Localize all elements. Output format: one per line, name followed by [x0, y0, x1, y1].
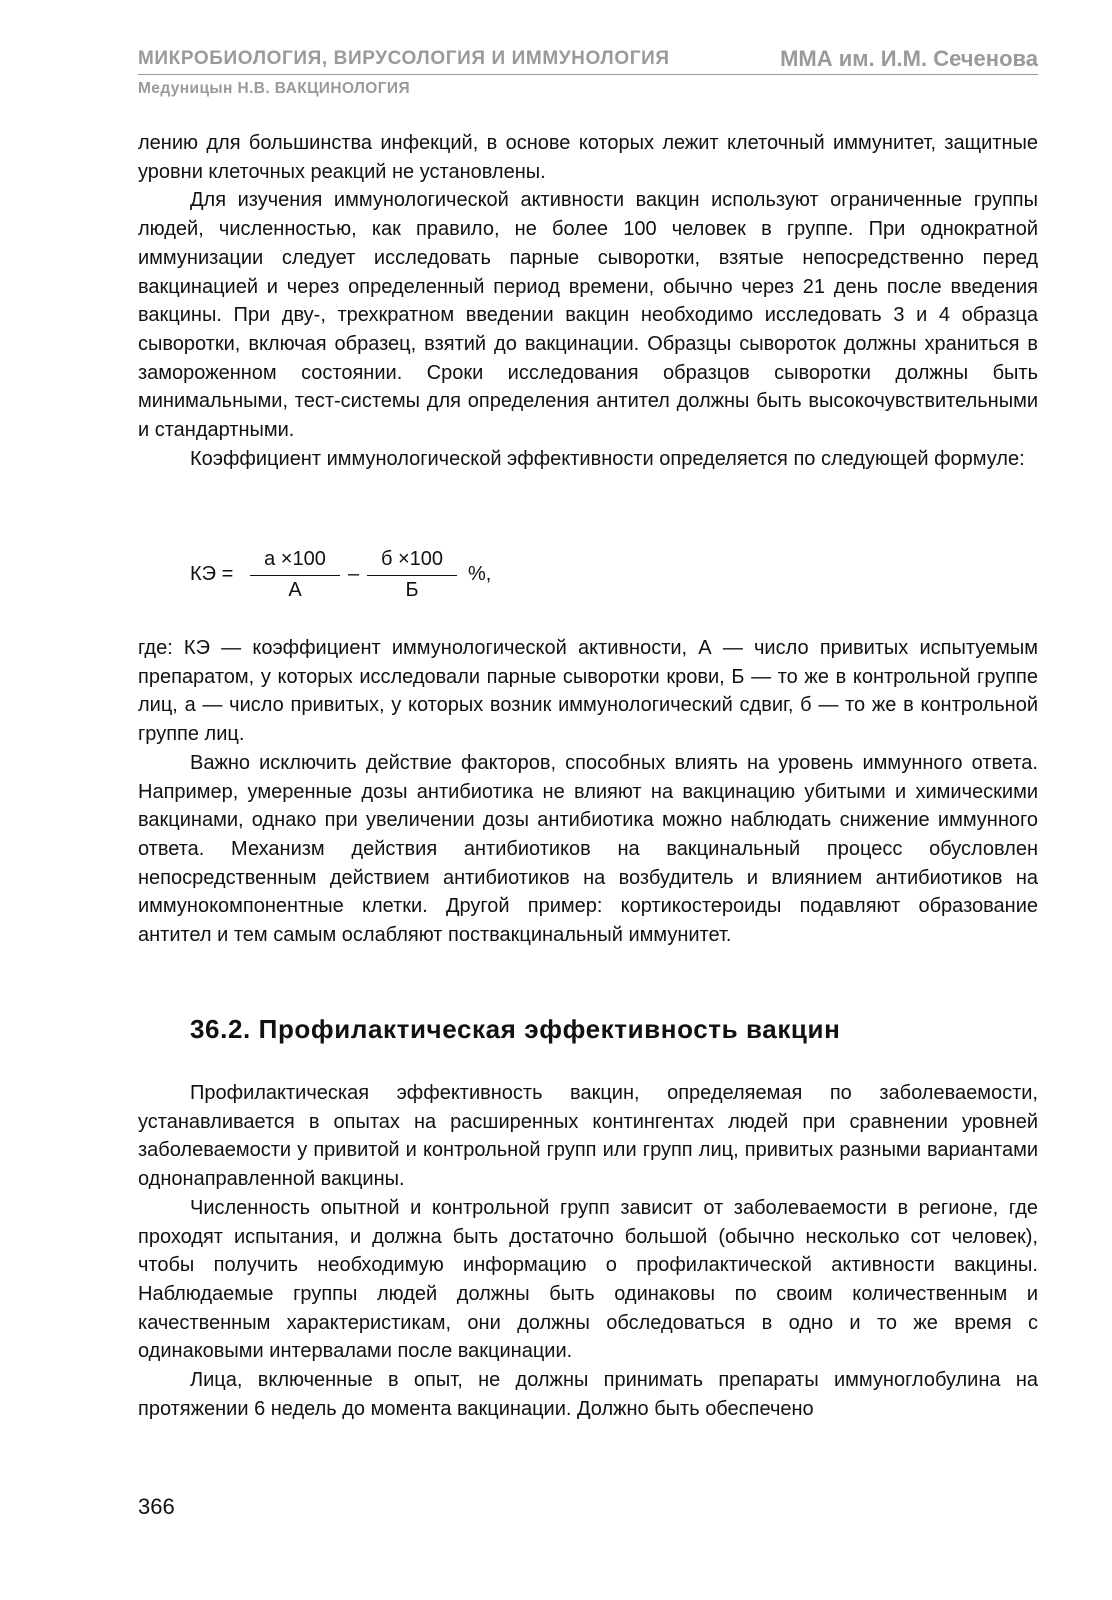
paragraph: Коэффициент иммунологической эффективности определяется по следующей формуле:: [190, 447, 1025, 470]
paragraph: Лица, включенные в опыт, не должны принимать препараты иммуноглобулина на протяжении 6 недель до момента вакцинации. Должно быть обеспечено: [138, 1369, 1038, 1420]
text-block-middle: [138, 634, 1038, 950]
paragraph: Важно исключить действие факторов, способных влиять на уровень иммунного ответа. Например, умеренные дозы антибиотика не влияют на вакцинацию убитыми и химическими вакцинами, однако при увеличении дозы антибиотика можно наблюдать снижение иммунного ответа. Механизм действия антибиотиков на вакцинальный процесс обусловлен непосредственным действием антибиотиков на возбудитель и влиянием антибиотиков на иммунокомпонентные клетки. Другой пример: кортикостероиды подавляют образование антител и тем самым ослабляют поствакцинальный иммунитет.: [138, 751, 1038, 947]
paragraph: Численность опытной и контрольной групп зависит от заболеваемости в регионе, где проходят испытания, и должна быть достаточно большой (обычно несколько сот человек), чтобы получить необходимую информацию о профилактической активности вакцины. Наблюдаемые группы людей должны быть одинаковы по своим количественным и качественным характеристикам, они должны обследоваться в одно и то же время с одинаковыми интервалами после вакцинации.: [138, 1196, 1038, 1363]
paragraph: Для изучения иммунологической активности вакцин используют ограниченные группы людей, численностью, как правило, не более 100 человек в группе. При однократной иммунизации следует исследовать парные сыворотки, взятые непосредственно перед вакцинацией и через определенный период времени, обычно через 21 день после введения вакцины. При дву-, трехкратном введении вакцин необходимо исследовать 3 и 4 образца сыворотки, включая образец, взятий до вакцинации. Образцы сывороток должны храниться в замороженном состоянии. Сроки исследования образцов сыворотки должны быть минимальными, тест-системы для определения антител должны быть высокочувствительными и стандартными.: [138, 189, 1038, 442]
formula-denominator-2: Б: [405, 579, 419, 601]
header-rule: [138, 74, 1038, 75]
formula-numerator-1: а ×100: [250, 545, 340, 576]
formula-denominator-1: А: [288, 579, 302, 601]
formula-fraction-2: [367, 545, 457, 604]
formula-lhs: КЭ =: [190, 563, 234, 585]
paragraph: лению для большинства инфекций, в основе которых лежит клеточный иммунитет, защитные уровни клеточных реакций не установлены.: [138, 132, 1038, 183]
paragraph: где: КЭ — коэффициент иммунологической активности, А — число привитых испытуемым препаратом, у которых исследовали парные сыворотки крови, Б — то же в контрольной группе лиц, а — число привитых, у которых возник иммунологический сдвиг, б — то же в контрольной группе лиц.: [138, 637, 1038, 746]
running-header-subtitle: Медуницын Н.В. ВАКЦИНОЛОГИЯ: [138, 80, 411, 97]
running-header-title: МИКРОБИОЛОГИЯ, ВИРУСОЛОГИЯ И ИММУНОЛОГИЯ: [138, 48, 670, 69]
formula: [190, 545, 530, 605]
running-header-institution: ММА им. И.М. Сеченова: [780, 46, 1038, 71]
formula-suffix: %,: [468, 563, 492, 585]
formula-fraction-1: [250, 545, 340, 604]
formula-minus: –: [348, 563, 360, 585]
section-heading: 36.2. Профилактическая эффективность вакцин: [190, 1014, 841, 1044]
text-block-top: [138, 129, 1038, 473]
formula-numerator-2: б ×100: [367, 545, 457, 576]
paragraph: Профилактическая эффективность вакцин, определяемая по заболеваемости, устанавливается в опытах на расширенных контингентах людей при сравнении уровней заболеваемости у привитой и контрольной групп или групп лиц, привитых разными вариантами однонаправленной вакцины.: [138, 1082, 1038, 1191]
text-block-bottom: [138, 1079, 1038, 1423]
page-number: 366: [138, 1494, 175, 1519]
